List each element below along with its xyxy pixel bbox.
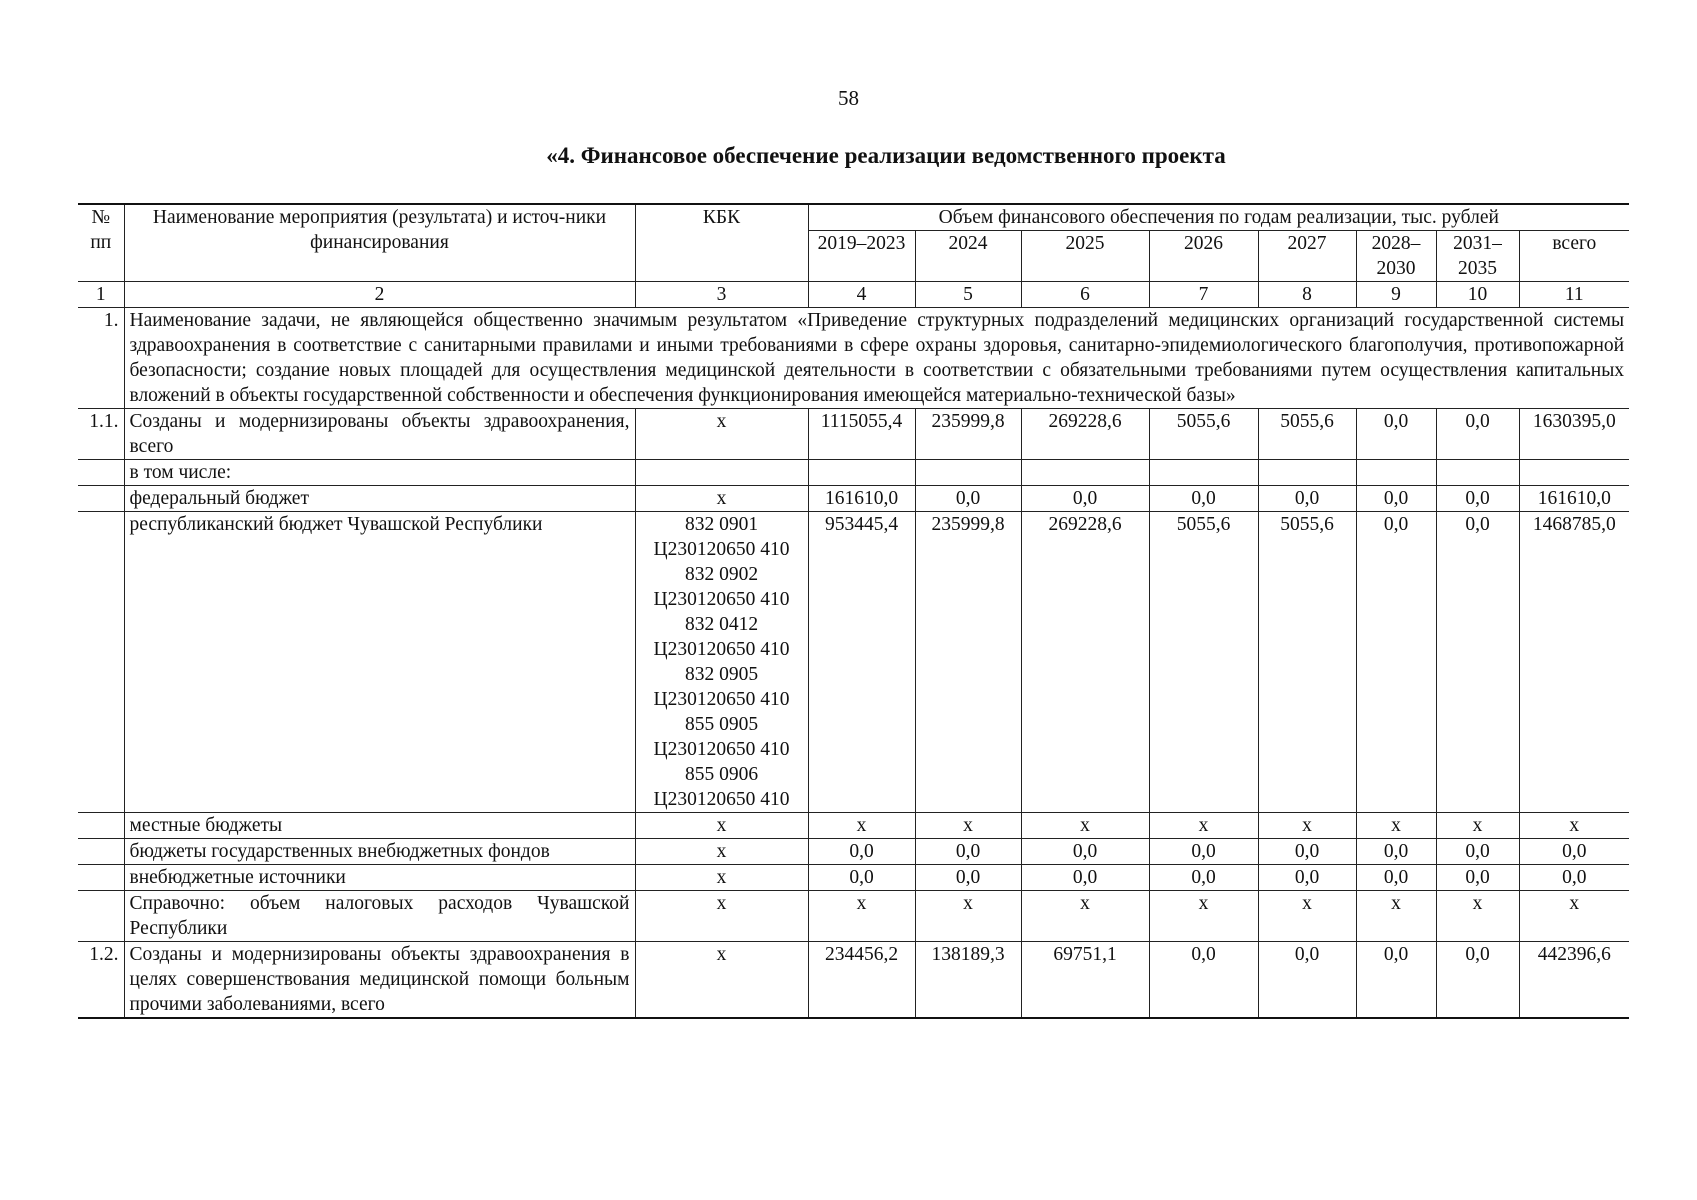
row-total-value: 0,0 bbox=[1519, 839, 1629, 865]
row-total-value: х bbox=[1519, 813, 1629, 839]
row-year-value: х bbox=[1436, 891, 1519, 942]
row-year-value: х bbox=[1149, 891, 1258, 942]
kbk-code-line: 832 0905 bbox=[684, 664, 759, 685]
row-year-value bbox=[1021, 460, 1149, 486]
row-name: в том числе: bbox=[124, 460, 635, 486]
row-year-value: 1115055,4 bbox=[808, 409, 915, 460]
row-year-value bbox=[915, 460, 1021, 486]
row-kbk: х bbox=[635, 942, 808, 1019]
column-number: 7 bbox=[1149, 282, 1258, 308]
row-year-value: 0,0 bbox=[1356, 942, 1436, 1019]
row-year-value: 0,0 bbox=[1021, 839, 1149, 865]
row-year-value: 0,0 bbox=[808, 839, 915, 865]
row-kbk bbox=[635, 460, 808, 486]
row-number bbox=[78, 865, 124, 891]
row-year-value: х bbox=[1021, 813, 1149, 839]
row-year-value: х bbox=[1149, 813, 1258, 839]
row-kbk: х bbox=[635, 839, 808, 865]
row-year-value: 0,0 bbox=[1149, 942, 1258, 1019]
row-year-value: 5055,6 bbox=[1149, 512, 1258, 813]
row-year-value bbox=[1356, 460, 1436, 486]
row-year-value: х bbox=[808, 813, 915, 839]
row-year-value bbox=[1258, 460, 1356, 486]
row-year-value: 161610,0 bbox=[808, 486, 915, 512]
row-year-value: 953445,4 bbox=[808, 512, 915, 813]
column-number: 2 bbox=[124, 282, 635, 308]
header-row-1 bbox=[78, 204, 1629, 231]
table-row bbox=[78, 460, 1629, 486]
column-number: 3 bbox=[635, 282, 808, 308]
row-kbk: х bbox=[635, 891, 808, 942]
row-year-value: х bbox=[915, 891, 1021, 942]
row-kbk: х bbox=[635, 813, 808, 839]
row-name: республиканский бюджет Чувашской Республики bbox=[124, 512, 635, 813]
row-kbk bbox=[635, 512, 808, 813]
header-name: Наименование мероприятия (результата) и источ-ники финансирования bbox=[124, 204, 635, 282]
row-number bbox=[78, 813, 124, 839]
column-number: 10 bbox=[1436, 282, 1519, 308]
row-year-value: х bbox=[915, 813, 1021, 839]
row-number bbox=[78, 839, 124, 865]
row-name: внебюджетные источники bbox=[124, 865, 635, 891]
row-kbk: х bbox=[635, 409, 808, 460]
header-no: № пп bbox=[78, 204, 124, 282]
header-year: 2025 bbox=[1021, 231, 1149, 282]
row-year-value: 5055,6 bbox=[1149, 409, 1258, 460]
row-year-value: 0,0 bbox=[1436, 839, 1519, 865]
row-year-value: 0,0 bbox=[1258, 942, 1356, 1019]
kbk-code-line: Ц230120650 410 bbox=[653, 789, 790, 810]
row-year-value: 269228,6 bbox=[1021, 512, 1149, 813]
header-year: 2027 bbox=[1258, 231, 1356, 282]
row-number bbox=[78, 460, 124, 486]
row-name: Справочно: объем налоговых расходов Чувашской Республики bbox=[124, 891, 635, 942]
financing-table bbox=[78, 203, 1629, 1019]
row-kbk: х bbox=[635, 865, 808, 891]
page-number: 58 bbox=[838, 86, 859, 110]
column-numbers-row bbox=[78, 282, 1629, 308]
header-year: 2019–2023 bbox=[808, 231, 915, 282]
row-number bbox=[78, 512, 124, 813]
row-year-value: 0,0 bbox=[1436, 942, 1519, 1019]
row-year-value: 0,0 bbox=[1149, 865, 1258, 891]
row-year-value: х bbox=[1258, 891, 1356, 942]
table-row bbox=[78, 813, 1629, 839]
column-number: 4 bbox=[808, 282, 915, 308]
row-name: бюджеты государственных внебюджетных фондов bbox=[124, 839, 635, 865]
row-year-value: 269228,6 bbox=[1021, 409, 1149, 460]
row-year-value: 138189,3 bbox=[915, 942, 1021, 1019]
row-year-value: 69751,1 bbox=[1021, 942, 1149, 1019]
row-name: Созданы и модернизированы объекты здравоохранения, всего bbox=[124, 409, 635, 460]
row-year-value: х bbox=[808, 891, 915, 942]
row-year-value: 0,0 bbox=[1436, 409, 1519, 460]
header-year: 2028–2030 bbox=[1356, 231, 1436, 282]
table-row bbox=[78, 891, 1629, 942]
kbk-code-line: 832 0902 bbox=[684, 564, 759, 585]
row-year-value: 0,0 bbox=[1258, 865, 1356, 891]
row-total-value: 1630395,0 bbox=[1519, 409, 1629, 460]
row-total-value: 0,0 bbox=[1519, 865, 1629, 891]
row-total-value: 442396,6 bbox=[1519, 942, 1629, 1019]
row-year-value: 0,0 bbox=[1149, 486, 1258, 512]
row-name: местные бюджеты bbox=[124, 813, 635, 839]
row-year-value bbox=[808, 460, 915, 486]
task-description: Наименование задачи, не являющейся общественно значимым результатом «Приведение структурных подразделений медицинских организаций государственной системы здравоохранения в соответствие с санитарными правилами и иными требованиями в сфере охраны здоровья, санитарно-эпидемиологического благополучия, противопожарной безопасности; создание новых площадей для осуществления медицинской деятельности в соответствии с обязательными требованиями путем осуществления капитальных вложений в объекты государственной собственности и обеспечения функционирования имеющейся материально-технической базы» bbox=[124, 308, 1629, 409]
header-year: 2024 bbox=[915, 231, 1021, 282]
row-year-value: х bbox=[1021, 891, 1149, 942]
row-number bbox=[78, 891, 124, 942]
table-row bbox=[78, 839, 1629, 865]
column-number: 11 bbox=[1519, 282, 1629, 308]
row-number: 1.2. bbox=[78, 942, 124, 1019]
row-year-value: 0,0 bbox=[1356, 486, 1436, 512]
row-total-value bbox=[1519, 460, 1629, 486]
row-total-value: 161610,0 bbox=[1519, 486, 1629, 512]
row-year-value: 0,0 bbox=[1356, 865, 1436, 891]
column-number: 8 bbox=[1258, 282, 1356, 308]
row-year-value: 0,0 bbox=[915, 839, 1021, 865]
row-name: федеральный бюджет bbox=[124, 486, 635, 512]
table-row bbox=[78, 865, 1629, 891]
row-name: Созданы и модернизированы объекты здравоохранения в целях совершенствования медицинской помощи больным прочими заболеваниями, всего bbox=[124, 942, 635, 1019]
header-kbk: КБК bbox=[635, 204, 808, 282]
row-year-value: 0,0 bbox=[1021, 865, 1149, 891]
row-year-value bbox=[1149, 460, 1258, 486]
header-volume: Объем финансового обеспечения по годам реализации, тыс. рублей bbox=[808, 204, 1629, 231]
row-year-value: 5055,6 bbox=[1258, 409, 1356, 460]
header-year: 2031–2035 bbox=[1436, 231, 1519, 282]
row-year-value bbox=[1436, 460, 1519, 486]
task-number: 1. bbox=[78, 308, 124, 409]
row-year-value: 0,0 bbox=[1021, 486, 1149, 512]
kbk-code-line: Ц230120650 410 bbox=[653, 689, 790, 710]
column-number: 6 bbox=[1021, 282, 1149, 308]
row-year-value: 0,0 bbox=[808, 865, 915, 891]
table-row bbox=[78, 486, 1629, 512]
section-title: «4. Финансовое обеспечение реализации ведомственного проекта bbox=[546, 143, 1226, 168]
row-year-value: 0,0 bbox=[1258, 486, 1356, 512]
row-year-value: 0,0 bbox=[1356, 409, 1436, 460]
kbk-code-line: Ц230120650 410 bbox=[653, 639, 790, 660]
row-year-value: 0,0 bbox=[1258, 839, 1356, 865]
column-number: 9 bbox=[1356, 282, 1436, 308]
kbk-code-line: 855 0906 bbox=[684, 764, 759, 785]
kbk-code-line: Ц230120650 410 bbox=[653, 739, 790, 760]
row-year-value: 0,0 bbox=[915, 486, 1021, 512]
row-year-value: х bbox=[1436, 813, 1519, 839]
table-row bbox=[78, 942, 1629, 1019]
kbk-code-line: Ц230120650 410 bbox=[653, 539, 790, 560]
row-year-value: 234456,2 bbox=[808, 942, 915, 1019]
row-year-value: 235999,8 bbox=[915, 512, 1021, 813]
row-year-value: 235999,8 bbox=[915, 409, 1021, 460]
header-total: всего bbox=[1519, 231, 1629, 282]
row-year-value: 0,0 bbox=[1356, 512, 1436, 813]
table-row bbox=[78, 512, 1629, 813]
row-year-value: 0,0 bbox=[1436, 512, 1519, 813]
row-kbk: х bbox=[635, 486, 808, 512]
row-number: 1.1. bbox=[78, 409, 124, 460]
row-year-value: 5055,6 bbox=[1258, 512, 1356, 813]
row-year-value: х bbox=[1258, 813, 1356, 839]
task-row bbox=[78, 308, 1629, 409]
row-total-value: 1468785,0 bbox=[1519, 512, 1629, 813]
column-number: 1 bbox=[78, 282, 124, 308]
row-year-value: 0,0 bbox=[1436, 486, 1519, 512]
kbk-code-line: 832 0412 bbox=[684, 614, 759, 635]
table-row bbox=[78, 409, 1629, 460]
kbk-code-line: 855 0905 bbox=[684, 714, 759, 735]
kbk-code-line: Ц230120650 410 bbox=[653, 589, 790, 610]
row-year-value: 0,0 bbox=[1149, 839, 1258, 865]
row-year-value: 0,0 bbox=[1436, 865, 1519, 891]
row-year-value: 0,0 bbox=[1356, 839, 1436, 865]
column-number: 5 bbox=[915, 282, 1021, 308]
row-number bbox=[78, 486, 124, 512]
row-year-value: х bbox=[1356, 891, 1436, 942]
kbk-code-line: 832 0901 bbox=[684, 514, 759, 535]
row-total-value: х bbox=[1519, 891, 1629, 942]
row-year-value: 0,0 bbox=[915, 865, 1021, 891]
header-year: 2026 bbox=[1149, 231, 1258, 282]
row-year-value: х bbox=[1356, 813, 1436, 839]
